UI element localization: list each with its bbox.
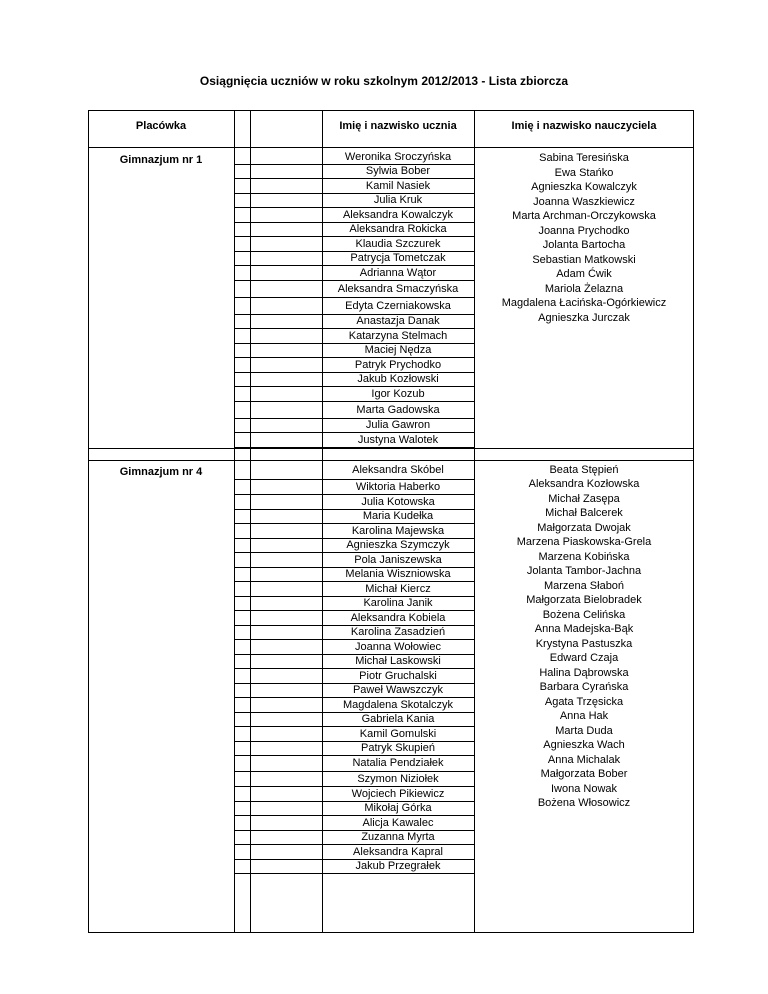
teacher-name: Agnieszka Kowalczyk	[531, 181, 637, 193]
teacher-name: Marta Archman-Orczykowska	[512, 210, 656, 222]
student-row	[234, 419, 474, 434]
student-row	[234, 713, 474, 728]
student-row	[234, 252, 474, 267]
student-name: Jakub Kozłowski	[357, 373, 439, 386]
student-row	[234, 669, 474, 684]
student-name: Karolina Janik	[363, 597, 433, 610]
teacher-name: Marzena Kobińska	[538, 550, 630, 563]
student-row	[234, 433, 474, 448]
student-name: Justyna Walotek	[357, 433, 439, 446]
student-name: Julia Gawron	[365, 419, 431, 432]
student-row	[234, 194, 474, 209]
achievements-table	[88, 110, 694, 932]
student-row	[234, 802, 474, 817]
student-row	[234, 315, 474, 330]
teacher-name: Mariola Żelazna	[544, 282, 624, 295]
student-name: Anastazja Danak	[356, 315, 440, 328]
section-divider	[88, 448, 694, 449]
student-row	[234, 756, 474, 772]
student-name: Katarzyna Stelmach	[348, 329, 448, 342]
teacher-name: Jolanta Tambor-Jachna	[526, 565, 642, 577]
student-row	[234, 402, 474, 419]
teacher-name: Bożena Włosowicz	[537, 797, 631, 809]
student-row	[234, 462, 474, 480]
student-name: Mikołaj Górka	[364, 802, 432, 815]
student-row	[234, 698, 474, 713]
student-row	[234, 344, 474, 359]
teacher-name: Krystyna Pastuszka	[535, 637, 633, 650]
student-row	[234, 582, 474, 597]
teacher-name: Agnieszka Jurczak	[538, 311, 630, 324]
student-row	[234, 510, 474, 525]
teacher-name: Agnieszka Wach	[543, 739, 625, 751]
student-name: Gabriela Kania	[361, 713, 435, 726]
table-border-left	[88, 110, 89, 932]
student-name: Wiktoria Haberko	[355, 480, 441, 493]
student-row	[234, 860, 474, 875]
student-name: Klaudia Szczurek	[355, 237, 441, 250]
teacher-name: Małgorzata Bober	[540, 768, 628, 780]
student-row	[234, 787, 474, 802]
header-school: Placówka	[135, 120, 187, 132]
document-title: Osiągnięcia uczniów w roku szkolnym 2012/2013 - Lista zbiorcza	[199, 74, 569, 88]
student-row	[234, 524, 474, 539]
student-name: Edyta Czerniakowska	[345, 299, 451, 312]
teacher-name: Małgorzata Bielobradek	[526, 594, 642, 606]
student-row	[234, 281, 474, 298]
teacher-name: Barbara Cyrańska	[539, 681, 629, 693]
teacher-name: Ewa Stańko	[554, 166, 614, 179]
teacher-name: Agata Trzęsicka	[544, 695, 624, 708]
teacher-name: Michał Zasępa	[548, 492, 620, 505]
teacher-name: Adam Ćwik	[556, 268, 612, 280]
student-row	[234, 358, 474, 373]
teacher-name: Marta Duda	[555, 724, 613, 737]
student-name: Maciej Nędza	[364, 344, 432, 357]
student-row	[234, 495, 474, 510]
teacher-name: Marzena Piaskowska-Grela	[516, 536, 652, 548]
student-name: Karolina Majewska	[351, 524, 445, 537]
student-name: Kamil Nasiek	[365, 179, 431, 192]
student-name: Julia Kotowska	[361, 495, 435, 508]
teacher-name: Anna Madejska-Bąk	[534, 623, 634, 635]
student-name: Wojciech Pikiewicz	[351, 787, 445, 800]
table-border-top	[88, 110, 694, 111]
student-row	[234, 831, 474, 846]
student-row	[234, 655, 474, 670]
teacher-name: Joanna Prychodko	[538, 224, 630, 237]
teacher-name: Bożena Celińska	[542, 608, 626, 621]
student-name: Jakub Przegrałek	[355, 860, 441, 873]
student-row	[234, 684, 474, 699]
student-row	[234, 150, 474, 165]
student-name: Michał Laskowski	[355, 655, 441, 668]
student-name: Zuzanna Myrta	[361, 831, 435, 844]
student-name: Piotr Gruchalski	[359, 669, 437, 682]
teacher-name: Anna Hak	[559, 710, 609, 722]
teacher-name: Anna Michalak	[547, 753, 621, 766]
student-name: Patryk Skupień	[361, 742, 435, 755]
student-row	[234, 640, 474, 655]
teacher-name: Małgorzata Dwojak	[537, 521, 631, 534]
student-name: Pola Janiszewska	[354, 553, 442, 566]
section-divider	[88, 460, 694, 461]
student-name: Maria Kudełka	[362, 510, 434, 523]
student-row	[234, 179, 474, 194]
teacher-name: Iwona Nowak	[550, 782, 618, 795]
teacher-list	[474, 151, 694, 325]
student-name: Patryk Prychodko	[354, 358, 442, 371]
student-row	[234, 373, 474, 388]
student-row	[234, 816, 474, 831]
student-row	[234, 568, 474, 583]
teacher-name: Joanna Waszkiewicz	[533, 195, 635, 208]
student-name: Marta Gadowska	[356, 403, 440, 416]
student-name: Adrianna Wątor	[359, 266, 437, 279]
student-row	[234, 165, 474, 180]
school-name: Gimnazjum nr 4	[119, 465, 203, 478]
student-row	[234, 329, 474, 344]
teacher-name: Sebastian Matkowski	[532, 253, 636, 266]
teacher-name: Michał Balcerek	[545, 507, 623, 519]
student-name: Weronika Sroczyńska	[344, 150, 452, 163]
teacher-name: Marzena Słaboń	[543, 579, 625, 592]
teacher-name: Halina Dąbrowska	[539, 666, 629, 679]
student-row	[234, 208, 474, 223]
student-row	[234, 845, 474, 860]
teacher-name: Beata Stępień	[549, 463, 619, 476]
student-name: Joanna Wołowiec	[354, 640, 441, 653]
student-row	[234, 742, 474, 757]
student-name: Agnieszka Szymczyk	[346, 539, 450, 552]
teacher-name: Sabina Teresińska	[539, 152, 629, 164]
student-name: Kamil Gomulski	[359, 727, 437, 740]
student-name: Natalia Pendziałek	[352, 757, 444, 770]
school-name: Gimnazjum nr 1	[119, 154, 203, 166]
student-row	[234, 298, 474, 315]
student-row	[234, 387, 474, 402]
teacher-name: Edward Czaja	[549, 652, 619, 664]
student-row	[234, 237, 474, 252]
header-student: Imię i nazwisko ucznia	[339, 120, 457, 132]
student-name: Patrycja Tometczak	[350, 252, 446, 265]
student-row	[234, 553, 474, 568]
student-name: Melania Wiszniowska	[345, 568, 451, 581]
student-name: Aleksandra Smaczyńska	[337, 282, 459, 295]
header-teacher: Imię i nazwisko nauczyciela	[511, 120, 657, 132]
student-name: Aleksandra Skóbel	[352, 464, 444, 476]
student-name: Michał Kiercz	[365, 582, 431, 595]
student-row	[234, 539, 474, 554]
student-row	[234, 266, 474, 281]
student-name: Aleksandra Kowalczyk	[342, 208, 454, 221]
student-name: Igor Kozub	[371, 387, 425, 400]
teacher-name: Magdalena Łacińska-Ogórkiewicz	[501, 297, 667, 309]
teacher-name: Jolanta Bartocha	[542, 239, 626, 251]
header-divider	[88, 147, 694, 148]
student-row	[234, 727, 474, 742]
student-row	[234, 772, 474, 788]
student-row	[234, 611, 474, 626]
student-name: Karolina Zasadzień	[350, 626, 446, 639]
student-row	[234, 480, 474, 496]
student-name: Magdalena Skotalczyk	[342, 698, 454, 711]
student-row	[234, 626, 474, 641]
student-row	[234, 223, 474, 238]
student-name: Julia Kruk	[373, 194, 423, 207]
teacher-name: Aleksandra Kozłowska	[528, 478, 640, 490]
student-row	[234, 597, 474, 612]
table-border-bottom	[88, 932, 694, 933]
student-name: Aleksandra Kobiela	[350, 611, 446, 624]
student-name: Alicja Kawalec	[362, 816, 434, 829]
teacher-list	[474, 463, 694, 811]
student-name: Aleksandra Rokicka	[349, 223, 447, 236]
student-name: Paweł Wawszczyk	[352, 684, 444, 697]
student-name: Sylwia Bober	[365, 165, 431, 178]
student-name: Aleksandra Kapral	[353, 845, 443, 858]
student-name: Szymon Niziołek	[357, 772, 439, 785]
